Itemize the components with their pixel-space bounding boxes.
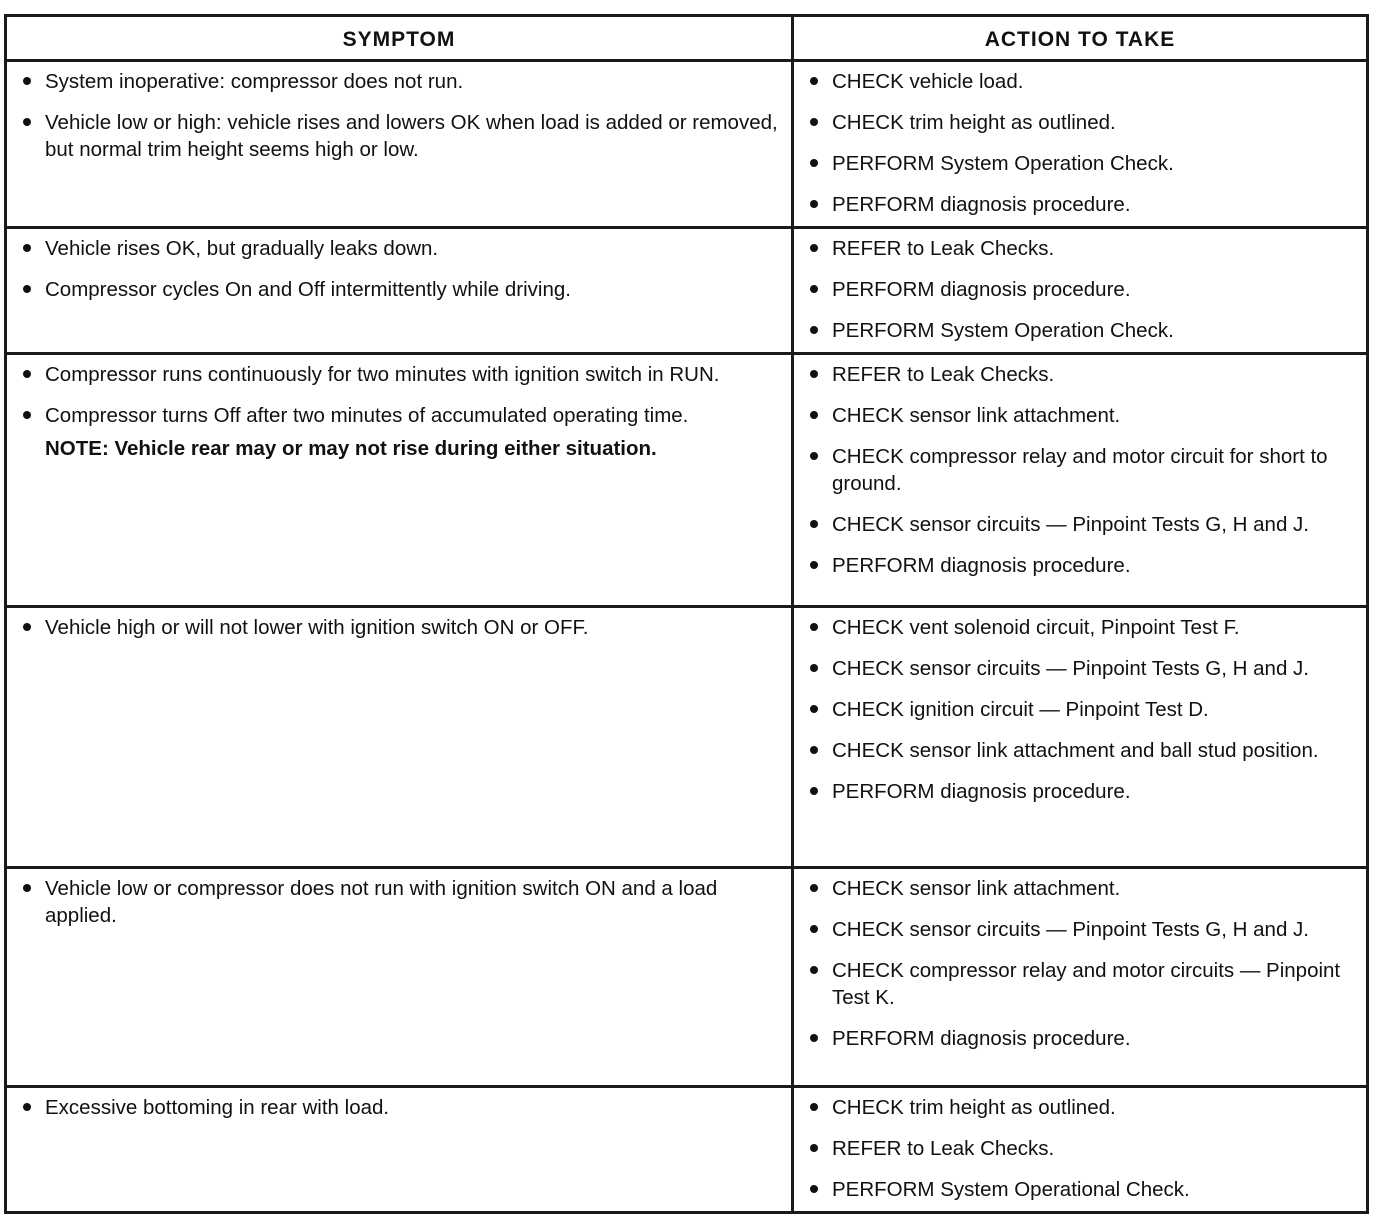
symptom-item: Compressor cycles On and Off intermittently while driving. <box>21 276 781 303</box>
symptom-item: Compressor turns Off after two minutes of accumulated operating time. <box>21 402 781 429</box>
action-item: REFER to Leak Checks. <box>808 361 1356 388</box>
symptom-item: Excessive bottoming in rear with load. <box>21 1094 781 1121</box>
table-row <box>6 354 1368 607</box>
table-row <box>6 607 1368 868</box>
action-column-header: ACTION TO TAKE <box>793 16 1368 61</box>
symptom-cell <box>6 228 793 354</box>
action-item: CHECK trim height as outlined. <box>808 1094 1356 1121</box>
table-row <box>6 1087 1368 1213</box>
symptom-item: System inoperative: compressor does not run. <box>21 68 781 95</box>
symptom-list <box>7 869 791 937</box>
action-item: PERFORM System Operation Check. <box>808 317 1356 344</box>
symptom-item: Vehicle low or high: vehicle rises and lowers OK when load is added or removed, but normal trim height seems high or low. <box>21 109 781 163</box>
action-item: PERFORM diagnosis procedure. <box>808 552 1356 579</box>
symptom-list <box>7 355 791 437</box>
action-item: CHECK compressor relay and motor circuit for short to ground. <box>808 443 1356 497</box>
action-cell <box>793 228 1368 354</box>
action-cell <box>793 607 1368 868</box>
symptom-item: Vehicle high or will not lower with ignition switch ON or OFF. <box>21 614 781 641</box>
action-list <box>794 1088 1366 1211</box>
action-item: PERFORM diagnosis procedure. <box>808 1025 1356 1052</box>
action-item: CHECK vent solenoid circuit, Pinpoint Test F. <box>808 614 1356 641</box>
symptom-list <box>7 608 791 649</box>
symptom-list <box>7 1088 791 1129</box>
symptom-cell <box>6 868 793 1087</box>
symptom-cell <box>6 61 793 228</box>
table-row <box>6 868 1368 1087</box>
action-cell <box>793 354 1368 607</box>
action-list <box>794 355 1366 587</box>
header-row <box>6 16 1368 61</box>
symptom-item: Vehicle rises OK, but gradually leaks down. <box>21 235 781 262</box>
action-item: CHECK sensor link attachment. <box>808 402 1356 429</box>
action-list <box>794 229 1366 352</box>
action-cell <box>793 868 1368 1087</box>
symptom-list <box>7 62 791 171</box>
action-item: PERFORM System Operational Check. <box>808 1176 1356 1203</box>
action-item: PERFORM diagnosis procedure. <box>808 276 1356 303</box>
symptom-note: NOTE: Vehicle rear may or may not rise during either situation. <box>45 437 657 460</box>
symptom-item: Vehicle low or compressor does not run with ignition switch ON and a load applied. <box>21 875 781 929</box>
action-item: CHECK trim height as outlined. <box>808 109 1356 136</box>
action-item: CHECK ignition circuit — Pinpoint Test D. <box>808 696 1356 723</box>
symptom-cell <box>6 607 793 868</box>
action-item: CHECK sensor circuits — Pinpoint Tests G, H and J. <box>808 655 1356 682</box>
action-item: CHECK sensor link attachment. <box>808 875 1356 902</box>
action-item: CHECK sensor circuits — Pinpoint Tests G, H and J. <box>808 916 1356 943</box>
symptom-list <box>7 229 791 311</box>
action-item: PERFORM System Operation Check. <box>808 150 1356 177</box>
table-row <box>6 61 1368 228</box>
symptom-column-header: SYMPTOM <box>6 16 793 61</box>
table-row <box>6 228 1368 354</box>
action-list <box>794 608 1366 813</box>
action-item: CHECK sensor circuits — Pinpoint Tests G, H and J. <box>808 511 1356 538</box>
symptom-cell <box>6 1087 793 1213</box>
diagnosis-table <box>4 14 1369 1214</box>
action-item: PERFORM diagnosis procedure. <box>808 778 1356 805</box>
table-body <box>6 61 1368 1213</box>
action-item: REFER to Leak Checks. <box>808 235 1356 262</box>
action-item: PERFORM diagnosis procedure. <box>808 191 1356 218</box>
action-item: CHECK vehicle load. <box>808 68 1356 95</box>
action-item: CHECK sensor link attachment and ball stud position. <box>808 737 1356 764</box>
action-cell <box>793 1087 1368 1213</box>
action-item: CHECK compressor relay and motor circuits — Pinpoint Test K. <box>808 957 1356 1011</box>
symptom-item: Compressor runs continuously for two minutes with ignition switch in RUN. <box>21 361 781 388</box>
action-list <box>794 869 1366 1060</box>
symptom-cell <box>6 354 793 607</box>
action-list <box>794 62 1366 226</box>
action-item: REFER to Leak Checks. <box>808 1135 1356 1162</box>
action-cell <box>793 61 1368 228</box>
